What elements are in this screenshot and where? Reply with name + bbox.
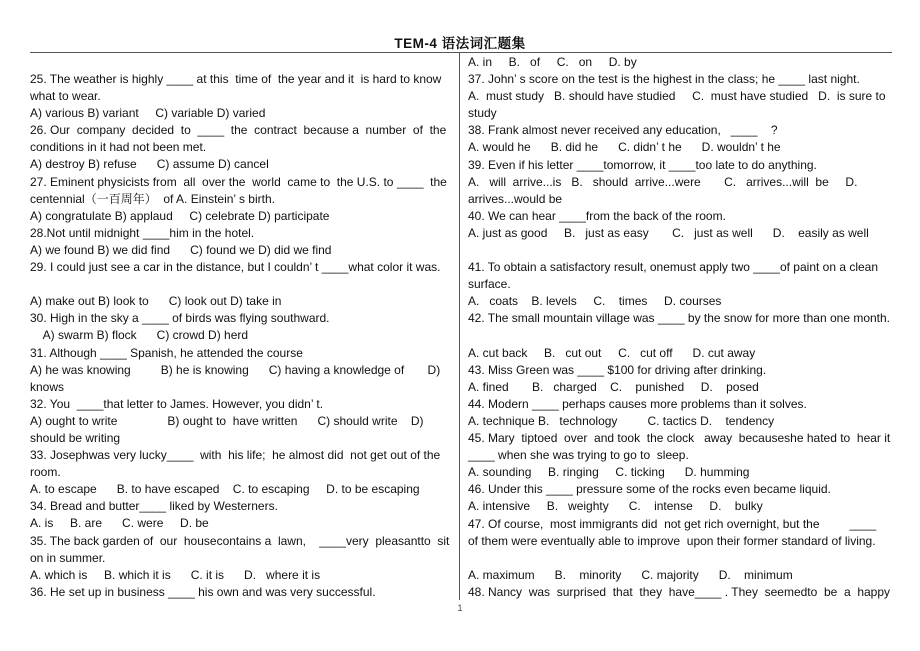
text-line: A. coats B. levels C. times D. courses xyxy=(468,294,722,309)
text-line: 30. High in the sky a ____ of birds was flying southward. xyxy=(30,311,330,326)
text-line: 37. John’ s score on the test is the highest in the class; he ____ last night. xyxy=(468,72,860,87)
text-line: of them were eventually able to improve upon their former standard of living. xyxy=(468,533,876,548)
text-line: what to wear. xyxy=(30,89,101,104)
text-line: A. intensive B. weighty C. intense D. bulky xyxy=(468,499,763,514)
text-line xyxy=(468,550,898,567)
text-line: centennial（一百周年） of A. Einstein’ s birth. xyxy=(30,191,275,206)
text-line: A. maximum B. minority C. majority D. minimum xyxy=(468,567,793,582)
text-line: 46. Under this ____ pressure some of the rocks even became liquid. xyxy=(468,482,831,497)
text-line: A. must study B. should have studied C. must have studied D. is sure to xyxy=(468,89,886,104)
text-line: 29. I could just see a car in the distance, but I couldn’ t ____what color it was. xyxy=(30,260,441,275)
text-line: A) ought to write B) ought to have written C) should write D) xyxy=(30,413,424,428)
text-line: 27. Eminent physicists from all over the world came to the U.S. to ____ the xyxy=(30,174,447,189)
header-rule xyxy=(30,52,892,53)
text-line: should be writing xyxy=(30,430,121,445)
right-column xyxy=(468,54,898,601)
text-line: A) make out B) look to C) look out D) take in xyxy=(30,294,282,309)
text-line: 38. Frank almost never received any education, ____ ? xyxy=(468,123,778,138)
text-line: 48. Nancy was surprised that they have____ . They seemedto be a happy xyxy=(468,584,891,599)
text-line: 45. Mary tiptoed over and took the clock away becauseshe hated to hear it xyxy=(468,431,891,446)
text-line: A) destroy B) refuse C) assume D) cancel xyxy=(30,157,269,172)
text-line: A. to escape B. to have escaped C. to escaping D. to be escaping xyxy=(30,482,420,497)
text-line: A. will arrive...is B. should arrive...were C. arrives...will be D. xyxy=(468,174,858,189)
text-line: 25. The weather is highly ____ at this time of the year and it is hard to know xyxy=(30,72,442,86)
text-line xyxy=(468,328,898,345)
text-line: 26. Our company decided to ____ the contract because a number of the xyxy=(30,123,447,138)
text-line: 36. He set up in business ____ his own and was very successful. xyxy=(30,584,376,599)
text-line: A. would he B. did he C. didn’ t he D. wouldn’ t he xyxy=(468,140,781,155)
text-line: 41. To obtain a satisfactory result, onemust apply two ____of paint on a clean xyxy=(468,260,879,275)
text-line: A. fined B. charged C. punished D. posed xyxy=(468,379,759,394)
text-line: surface. xyxy=(468,277,511,292)
text-line: 32. You ____that letter to James. However, you didn’ t. xyxy=(30,396,324,411)
text-line: knows xyxy=(30,379,65,394)
document-title: TEM-4 语法词汇题集 xyxy=(394,36,526,51)
text-line: 31. Although ____ Spanish, he attended the course xyxy=(30,345,303,360)
text-line: 47. Of course, most immigrants did not get rich overnight, but the ____ xyxy=(468,516,877,531)
text-line xyxy=(468,242,898,259)
text-line: A) we found B) we did find C) found we D) did we find xyxy=(30,242,332,257)
page-number: 1 xyxy=(457,603,463,613)
text-line: A. is B. are C. were D. be xyxy=(30,516,209,531)
text-line: 43. Miss Green was ____ $100 for driving after drinking. xyxy=(468,362,767,377)
text-line: A. cut back B. cut out C. cut off D. cut away xyxy=(468,345,756,360)
left-column xyxy=(30,71,460,601)
text-line: room. xyxy=(30,465,61,480)
text-line: study xyxy=(468,106,497,121)
text-line: conditions in it had not been met. xyxy=(30,140,207,155)
text-line: 39. Even if his letter ____tomorrow, it ____too late to do anything. xyxy=(468,157,817,172)
text-line: A. just as good B. just as easy C. just as well D. easily as well xyxy=(468,225,869,240)
text-line: 44. Modern ____ perhaps causes more problems than it solves. xyxy=(468,396,807,411)
text-line: 35. The back garden of our housecontains a lawn, ____very pleasantto sit xyxy=(30,533,450,548)
text-line: 40. We can hear ____from the back of the room. xyxy=(468,208,726,223)
text-line: ____ when she was trying to go to sleep. xyxy=(468,448,689,463)
text-line: A) he was knowing B) he is knowing C) having a knowledge of D) xyxy=(30,362,441,377)
text-line: A. technique B. technology C. tactics D. tendency xyxy=(468,413,775,428)
text-line: A. which is B. which it is C. it is D. where it is xyxy=(30,567,321,582)
text-line: A) various B) variant C) variable D) varied xyxy=(30,106,266,121)
text-line: 42. The small mountain village was ____ by the snow for more than one month. xyxy=(468,311,891,326)
text-line: 34. Bread and butter____ liked by Westerners. xyxy=(30,499,278,514)
text-line: 33. Josephwas very lucky____ with his life; he almost did not get out of the xyxy=(30,448,441,463)
text-line: A) congratulate B) applaud C) celebrate D) participate xyxy=(30,208,330,223)
text-line: arrives...would be xyxy=(468,191,563,206)
text-line: on in summer. xyxy=(30,550,106,565)
text-line: A) swarm B) flock C) crowd D) herd xyxy=(30,328,249,343)
text-line xyxy=(30,276,460,293)
text-line: A. in B. of C. on D. by xyxy=(468,55,637,69)
text-line: 28.Not until midnight ____him in the hotel. xyxy=(30,225,255,240)
text-line: A. sounding B. ringing C. ticking D. humming xyxy=(468,465,750,480)
